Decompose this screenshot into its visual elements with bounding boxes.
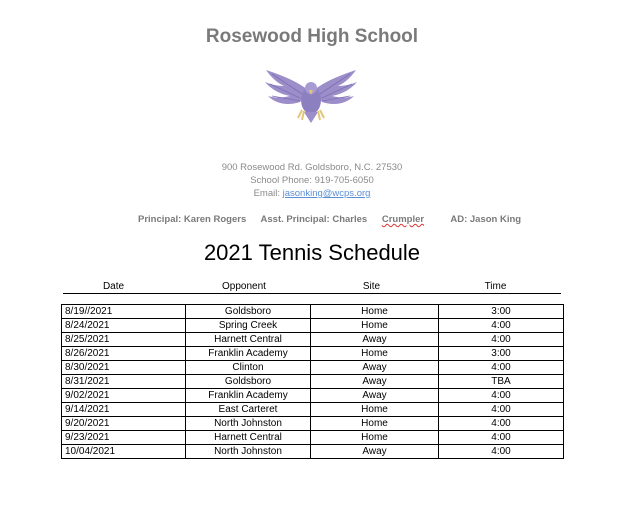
school-email-line bbox=[0, 188, 624, 199]
cell-date: 8/19//2021 bbox=[62, 305, 186, 319]
header-site: Site bbox=[362, 281, 381, 292]
schedule-table bbox=[61, 304, 564, 459]
asst-principal-label: Asst. Principal: Charles bbox=[260, 214, 370, 225]
schedule-table-body bbox=[62, 305, 564, 459]
cell-site: Away bbox=[311, 375, 439, 389]
cell-site: Away bbox=[311, 389, 439, 403]
cell-date: 10/04/2021 bbox=[62, 445, 186, 459]
email-link[interactable]: jasonking@wcps.org bbox=[282, 188, 371, 199]
table-row bbox=[62, 389, 564, 403]
table-row bbox=[62, 445, 564, 459]
cell-opponent: East Carteret bbox=[186, 403, 311, 417]
cell-time: 4:00 bbox=[439, 417, 564, 431]
schedule-title: 2021 Tennis Schedule bbox=[203, 240, 421, 265]
schedule-header-row bbox=[63, 281, 561, 294]
cell-opponent: Franklin Academy bbox=[186, 347, 311, 361]
cell-date: 8/26/2021 bbox=[62, 347, 186, 361]
cell-time: 4:00 bbox=[439, 389, 564, 403]
cell-site: Away bbox=[311, 333, 439, 347]
cell-site: Home bbox=[311, 403, 439, 417]
cell-opponent: Goldsboro bbox=[186, 375, 311, 389]
cell-site: Home bbox=[311, 305, 439, 319]
school-phone: School Phone: 919-705-6050 bbox=[250, 175, 374, 186]
cell-site: Home bbox=[311, 417, 439, 431]
header-opponent: Opponent bbox=[222, 281, 266, 292]
asst-principal bbox=[261, 214, 437, 225]
header-date: Date bbox=[102, 281, 125, 292]
table-row bbox=[62, 417, 564, 431]
table-row bbox=[62, 361, 564, 375]
table-row bbox=[62, 431, 564, 445]
cell-date: 9/20/2021 bbox=[62, 417, 186, 431]
staff-line bbox=[138, 214, 533, 225]
cell-site: Home bbox=[311, 431, 439, 445]
cell-time: 4:00 bbox=[439, 445, 564, 459]
cell-opponent: Clinton bbox=[186, 361, 311, 375]
cell-time: 4:00 bbox=[439, 319, 564, 333]
principal: Principal: Karen Rogers bbox=[138, 214, 247, 225]
email-label: Email: bbox=[253, 188, 283, 199]
cell-site: Away bbox=[311, 361, 439, 375]
table-row bbox=[62, 305, 564, 319]
cell-opponent: North Johnston bbox=[186, 417, 311, 431]
cell-opponent: Franklin Academy bbox=[186, 389, 311, 403]
table-row bbox=[62, 319, 564, 333]
cell-time: TBA bbox=[439, 375, 564, 389]
cell-date: 8/25/2021 bbox=[62, 333, 186, 347]
table-row bbox=[62, 403, 564, 417]
cell-site: Away bbox=[311, 445, 439, 459]
cell-opponent: North Johnston bbox=[186, 445, 311, 459]
cell-time: 4:00 bbox=[439, 431, 564, 445]
asst-principal-lastname: Crumpler bbox=[381, 214, 425, 225]
cell-date: 8/31/2021 bbox=[62, 375, 186, 389]
cell-date: 8/30/2021 bbox=[62, 361, 186, 375]
table-row bbox=[62, 375, 564, 389]
cell-opponent: Harnett Central bbox=[186, 333, 311, 347]
eagle-logo-icon bbox=[262, 66, 360, 124]
cell-opponent: Harnett Central bbox=[186, 431, 311, 445]
cell-opponent: Goldsboro bbox=[186, 305, 311, 319]
athletic-director: AD: Jason King bbox=[450, 214, 522, 225]
cell-time: 3:00 bbox=[439, 347, 564, 361]
cell-site: Home bbox=[311, 319, 439, 333]
table-row bbox=[62, 333, 564, 347]
cell-time: 4:00 bbox=[439, 361, 564, 375]
school-name: Rosewood High School bbox=[205, 26, 419, 47]
cell-time: 4:00 bbox=[439, 403, 564, 417]
cell-date: 9/23/2021 bbox=[62, 431, 186, 445]
cell-site: Home bbox=[311, 347, 439, 361]
cell-date: 9/02/2021 bbox=[62, 389, 186, 403]
cell-opponent: Spring Creek bbox=[186, 319, 311, 333]
cell-date: 8/24/2021 bbox=[62, 319, 186, 333]
cell-time: 4:00 bbox=[439, 333, 564, 347]
cell-date: 9/14/2021 bbox=[62, 403, 186, 417]
header-time: Time bbox=[484, 281, 507, 292]
school-address: 900 Rosewood Rd. Goldsboro, N.C. 27530 bbox=[221, 162, 403, 173]
table-row bbox=[62, 347, 564, 361]
cell-time: 3:00 bbox=[439, 305, 564, 319]
